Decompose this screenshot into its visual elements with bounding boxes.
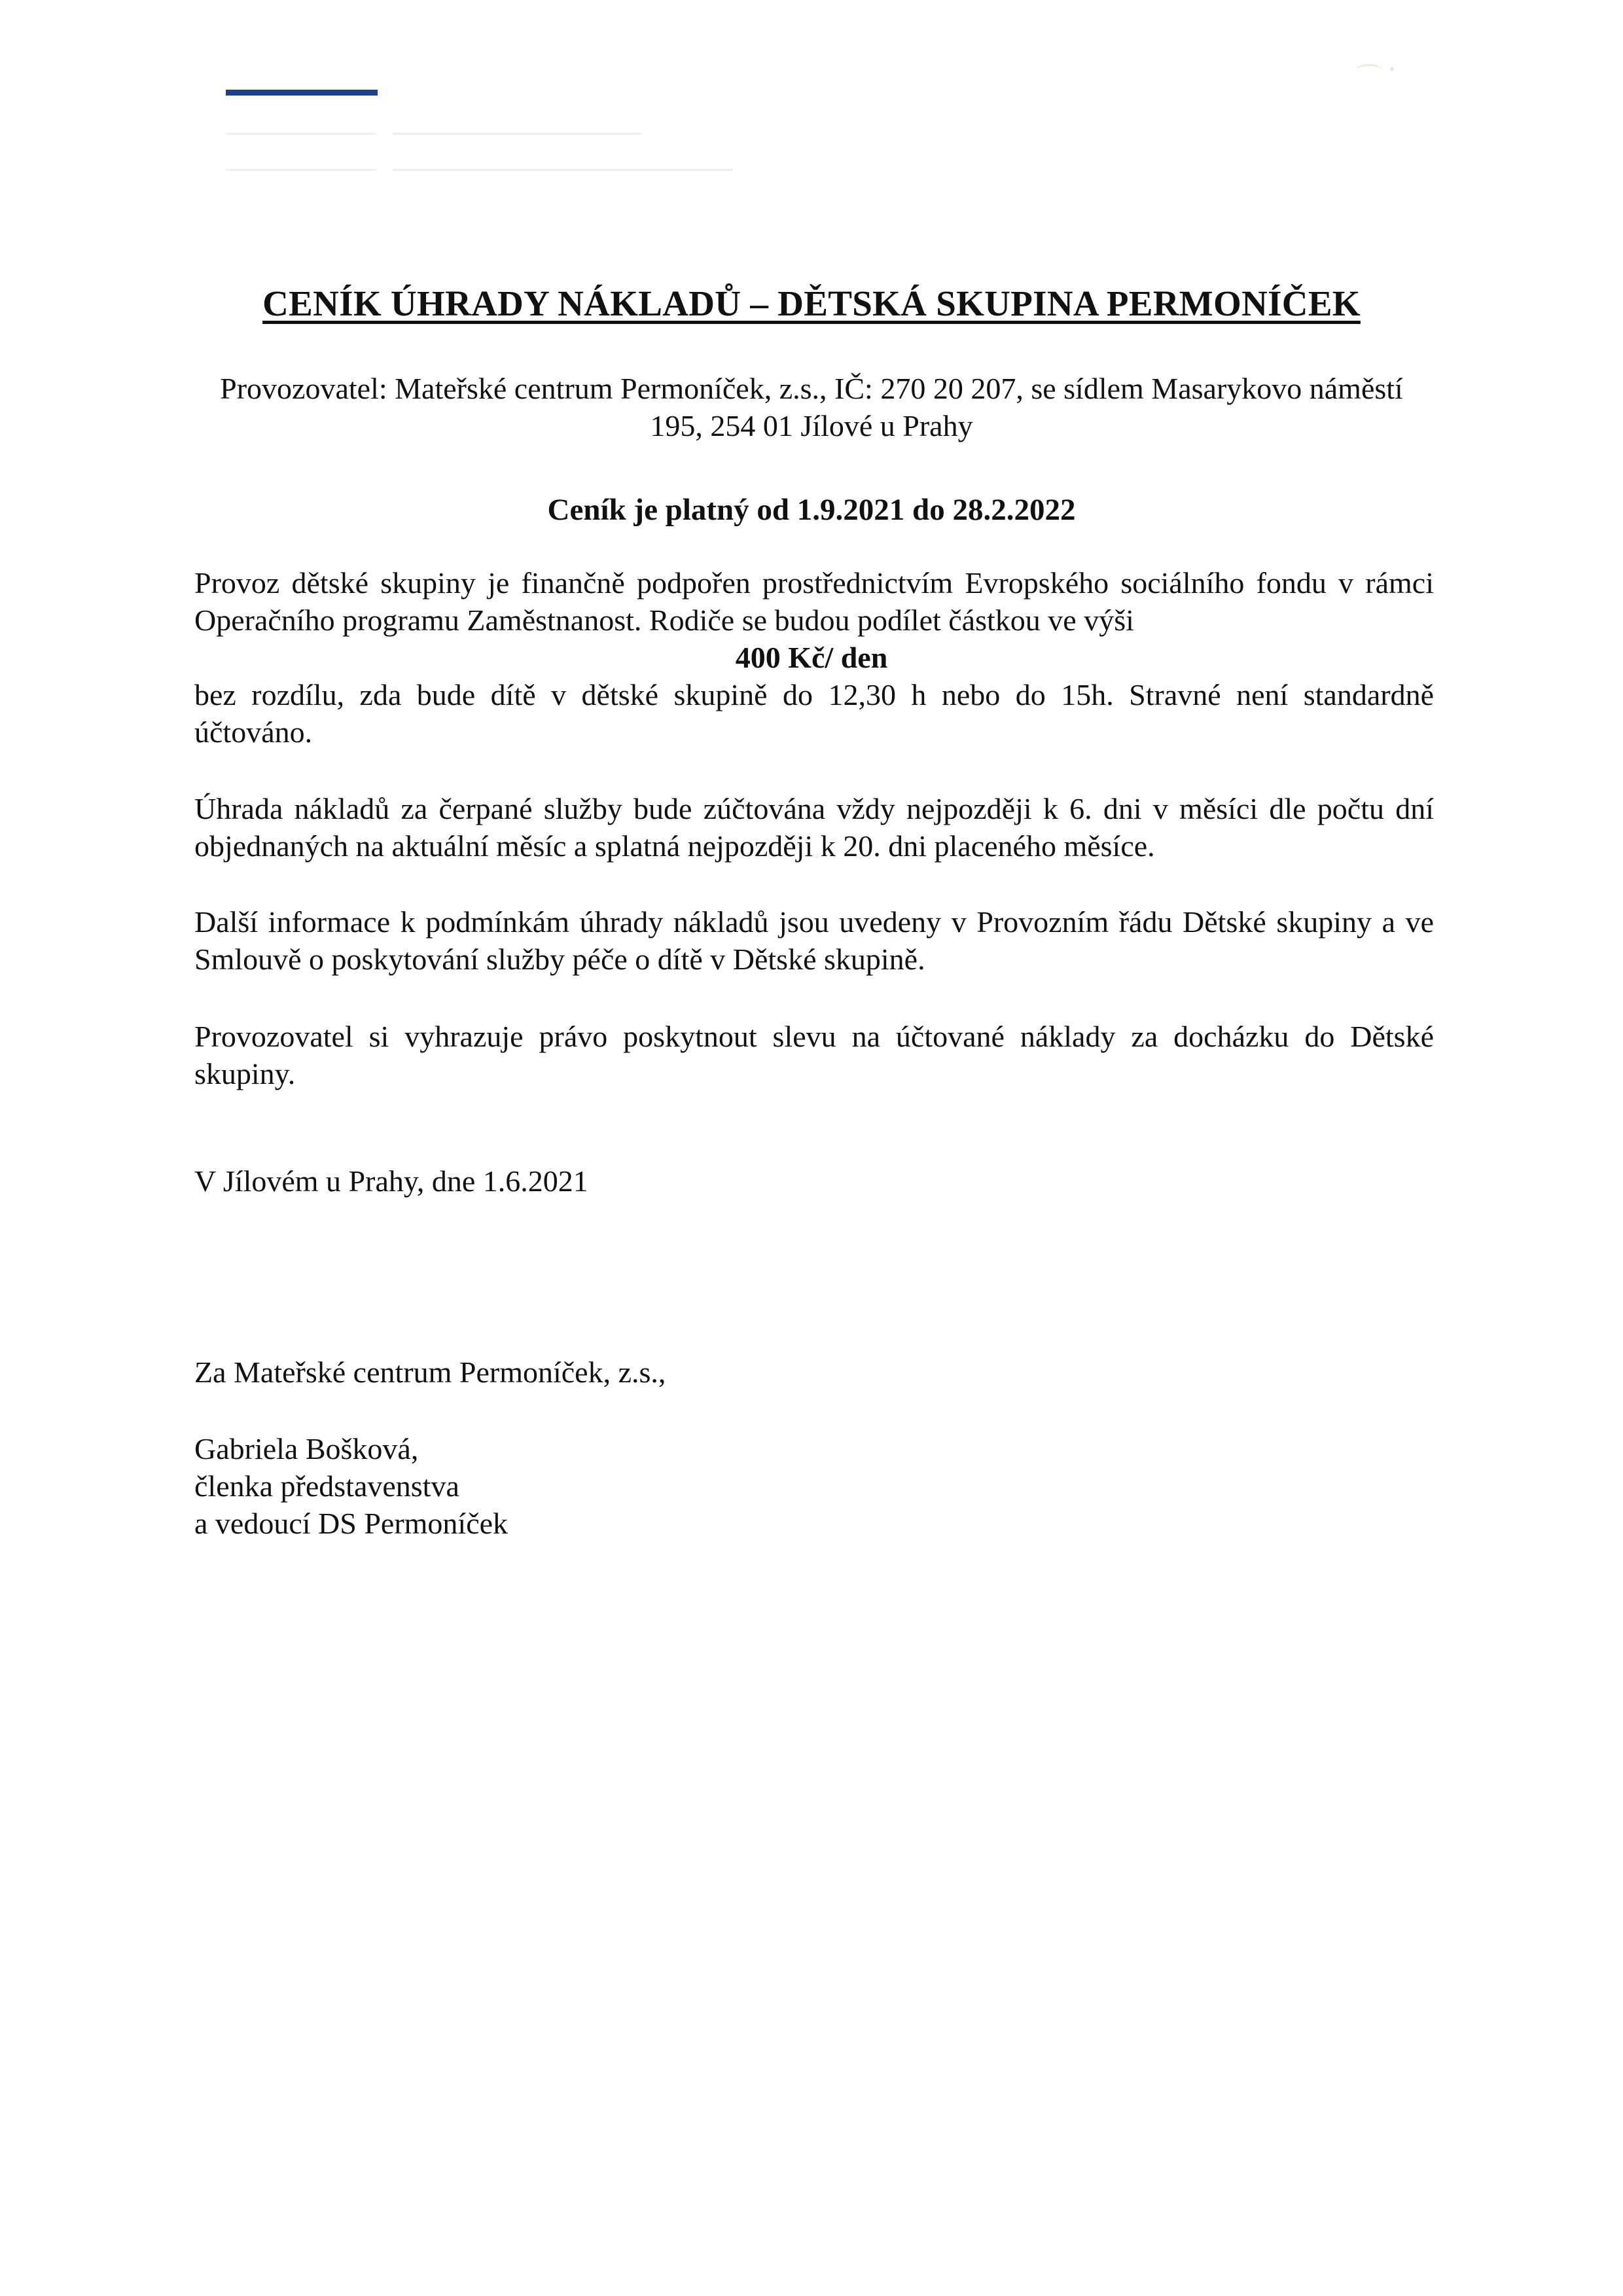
document-title: CENÍK ÚHRADY NÁKLADŮ – DĚTSKÁ SKUPINA PERMONÍČEK [262,283,1361,323]
signer-block [194,1430,508,1542]
signer-name: Gabriela Bošková, [194,1432,419,1465]
signer-role: a vedoucí DS Permoníček [194,1507,508,1540]
header-rule [226,90,378,96]
signer-role: členka představenstva [194,1469,459,1503]
operator-info: Provozovatel: Mateřské centrum Permoníček, z.s., IČ: 270 20 207, se sídlem Masarykovo náměstí 195, 254 01 Jílové u Prahy [220,372,1403,442]
faint-header-line [393,133,641,135]
info-paragraph: Další informace k podmínkám úhrady nákladů jsou uvedeny v Provozním řádu Dětské skupiny a ve Smlouvě o poskytování služby péče o dítě v Dětské skupině. [194,905,1434,976]
place-date: V Jílovém u Prahy, dne 1.6.2021 [194,1164,588,1198]
funding-paragraph-tail: bez rozdílu, zda bude dítě v dětské skupině do 12,30 h nebo do 15h. Stravné není standardně účtováno. [194,678,1434,749]
faint-logo-dot [1390,67,1394,71]
faint-logo-mark [1356,64,1382,75]
faint-header-line [226,133,376,135]
signature-organization: Za Mateřské centrum Permoníček, z.s., [194,1355,666,1389]
funding-paragraph: Provoz dětské skupiny je finančně podpořen prostřednictvím Evropského sociálního fondu v rámci Operačního programu Zaměstnanost. Rodiče se budou podílet částkou ve výši [194,566,1434,637]
faint-header-line [226,169,376,171]
price-amount: 400 Kč/ den [735,641,888,674]
billing-paragraph: Úhrada nákladů za čerpané služby bude zúčtována vždy nejpozději k 6. dni v měsíci dle počtu dní objednaných na aktuální měsíc a splatná nejpozději k 20. dni placeného měsíce. [194,792,1434,863]
faint-header-line [393,169,733,171]
discount-paragraph: Provozovatel si vyhrazuje právo poskytnout slevu na účtované náklady za docházku do Dětské skupiny. [194,1020,1434,1090]
validity-period: Ceník je platný od 1.9.2021 do 28.2.2022 [547,493,1076,527]
